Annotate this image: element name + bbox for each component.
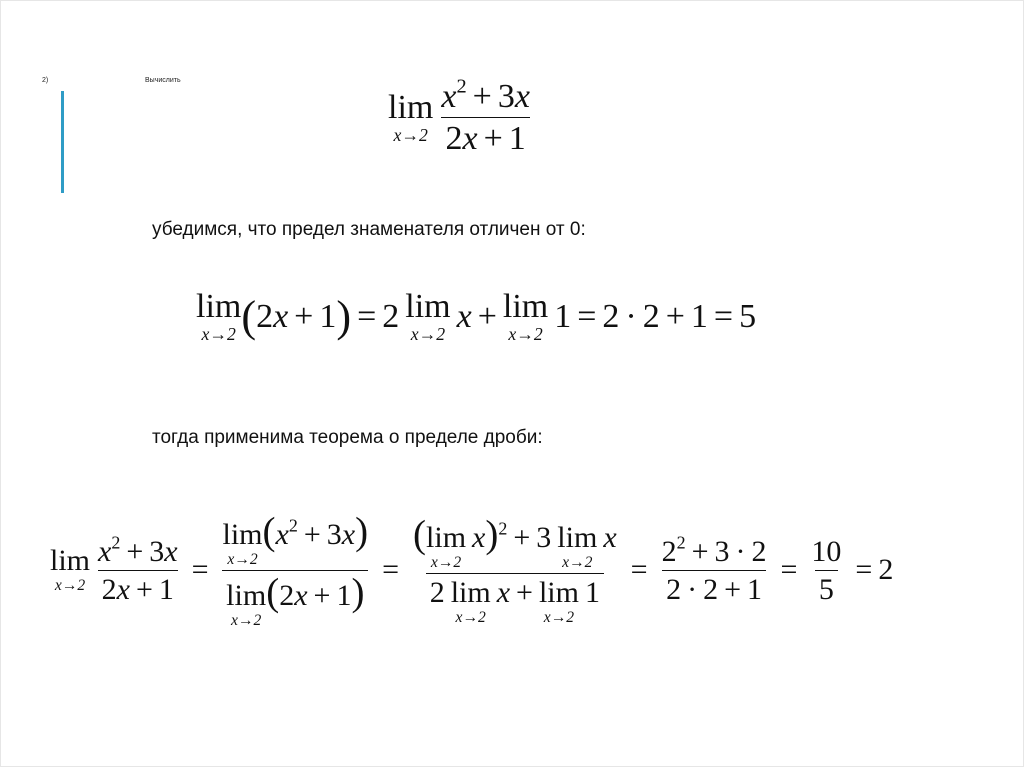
denominator-limit-equation: lim x→2 ( 2 x + 1 ) = 2 lim x→2 x + lim x→2 1 = 2 · 2 + 1 = 5: [196, 288, 757, 344]
accent-bar: [61, 91, 64, 193]
check-denominator-text: убедимся, что предел знаменателя отличен от 0:: [152, 219, 586, 240]
task-number: 2): [42, 77, 49, 84]
apply-theorem-text: тогда применима теорема о пределе дроби:: [152, 427, 543, 448]
limit-operator: lim x→2: [196, 288, 242, 344]
fraction: $\frac{10}{5}$: [811, 534, 842, 606]
problem-equation: [388, 75, 538, 158]
fraction: $\frac{2^2 + 3 \cdot 2}{2 \cdot 2 + 1}$: [661, 532, 767, 606]
fraction: $\frac{x^2 + 3x}{2x + 1}$: [98, 532, 178, 606]
fraction: ( lim x→2 x)$^2$ + 3 lim x→2 x 2 lim x→2 x + lim x→2 1: [413, 513, 617, 626]
task-command: Вычислить: [145, 77, 181, 84]
limit-operator: lim x→2: [502, 288, 549, 344]
limit-operator: lim x→2: [405, 288, 451, 344]
fraction: lim x→2 $(x^2 + 3x)$ lim x→2 (2x + 1): [222, 510, 369, 629]
limit-operator: lim x→2: [388, 89, 434, 146]
fraction: $\frac{x^2 + 3x}{2x + 1}$: [441, 75, 530, 158]
limit-operator: lim x→2: [50, 544, 91, 595]
solution-equation: lim x→2 $\frac{x^2 + 3x}{2x + 1}$ = lim x→2 $(x^2 + 3x)$ lim x→2 (2x + 1) = ( lim x→2 x)$^2$ + 3 lim x→2 x 2 lim x→2 x + lim x→2 1 = $\frac{2^2 + 3 \cdot 2}{2 \cdot 2 + 1}$ = $\frac{10}{5}$ = 2: [50, 510, 894, 629]
